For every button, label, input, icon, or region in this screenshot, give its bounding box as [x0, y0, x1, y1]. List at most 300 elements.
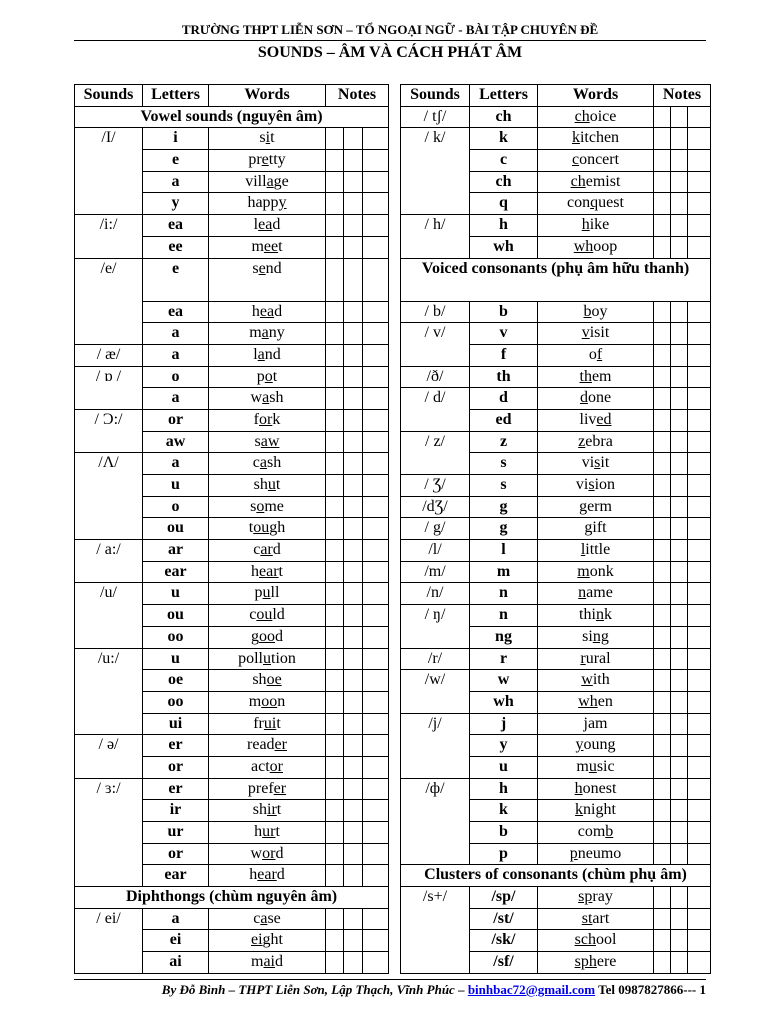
word-highlight: ed — [596, 410, 612, 428]
word-cell: monk — [538, 561, 654, 583]
word-cell: prefer — [209, 778, 326, 800]
letter-cell: ear — [143, 561, 209, 583]
note-cell — [688, 323, 711, 345]
word-highlight: h — [574, 779, 583, 797]
note-cell — [688, 106, 711, 128]
table-row — [401, 475, 711, 497]
table-row — [401, 561, 711, 583]
table-row — [75, 540, 389, 562]
note-cell — [344, 540, 363, 562]
note-cell — [688, 626, 711, 648]
word-cell: pollution — [209, 648, 326, 670]
note-cell — [688, 800, 711, 822]
note-cell — [671, 670, 688, 692]
note-cell — [326, 475, 344, 497]
word-highlight: r — [580, 649, 586, 667]
note-cell — [326, 171, 344, 193]
letter-cell: n — [470, 583, 538, 605]
note-cell — [344, 822, 363, 844]
note-cell — [688, 496, 711, 518]
note-cell — [326, 800, 344, 822]
table-row — [401, 518, 711, 540]
word-cell: lived — [538, 409, 654, 431]
sound-symbol: / d/ — [401, 388, 470, 431]
letter-cell: ei — [143, 930, 209, 952]
note-cell — [688, 366, 711, 388]
word-highlight: v — [581, 324, 590, 342]
table-row — [75, 409, 389, 431]
note-cell — [363, 540, 389, 562]
letter-cell: oe — [143, 670, 209, 692]
note-cell — [326, 496, 344, 518]
word-highlight: ch — [574, 107, 590, 125]
word-highlight: q — [590, 194, 599, 212]
word-cell: kitchen — [538, 128, 654, 150]
note-cell — [326, 583, 344, 605]
table-row — [75, 258, 389, 301]
note-cell — [326, 605, 344, 627]
note-cell — [654, 150, 671, 172]
note-cell — [326, 756, 344, 778]
word-cell: name — [538, 583, 654, 605]
sound-symbol: /l/ — [401, 540, 470, 562]
word-cell: them — [538, 366, 654, 388]
word-highlight: l — [580, 541, 586, 559]
table-row — [401, 128, 711, 150]
note-cell — [344, 258, 363, 301]
letter-cell: c — [470, 150, 538, 172]
note-cell — [671, 843, 688, 865]
word-cell: visit — [538, 323, 654, 345]
note-cell — [363, 171, 389, 193]
letter-cell: ea — [143, 215, 209, 237]
word-highlight: ir — [267, 801, 277, 819]
note-cell — [363, 822, 389, 844]
note-cell — [654, 301, 671, 323]
note-cell — [363, 648, 389, 670]
word-highlight: ou — [256, 606, 273, 624]
note-cell — [654, 323, 671, 345]
word-cell: head — [209, 301, 326, 323]
section-title: Clusters of consonants (chùm phụ âm) — [401, 865, 711, 887]
word-cell: young — [538, 735, 654, 757]
word-cell: word — [209, 843, 326, 865]
note-cell — [326, 843, 344, 865]
letter-cell: ui — [143, 713, 209, 735]
letter-cell: u — [143, 648, 209, 670]
word-highlight: ui — [263, 714, 277, 732]
sound-symbol: /Λ/ — [75, 453, 143, 540]
word-cell: shut — [209, 475, 326, 497]
word-cell: school — [538, 930, 654, 952]
word-cell: wash — [209, 388, 326, 410]
note-cell — [671, 822, 688, 844]
note-cell — [326, 453, 344, 475]
note-cell — [326, 150, 344, 172]
note-cell — [344, 496, 363, 518]
letter-cell: q — [470, 193, 538, 215]
note-cell — [671, 583, 688, 605]
word-highlight: u — [267, 476, 276, 493]
letter-cell: er — [143, 778, 209, 800]
note-cell — [688, 561, 711, 583]
word-highlight: er — [274, 736, 287, 754]
word-highlight: n — [578, 584, 587, 602]
section-title: Diphthongs (chùm nguyên âm) — [75, 887, 389, 909]
note-cell — [326, 952, 344, 974]
word-cell: sphere — [538, 952, 654, 974]
letter-cell: ng — [470, 626, 538, 648]
note-cell — [654, 561, 671, 583]
note-cell — [671, 409, 688, 431]
note-cell — [671, 887, 688, 909]
note-cell — [671, 735, 688, 757]
sound-symbol: /u/ — [75, 583, 143, 648]
letter-cell: u — [143, 475, 209, 497]
word-highlight: oo — [261, 692, 278, 710]
note-cell — [344, 930, 363, 952]
note-cell — [688, 605, 711, 627]
word-cell: pretty — [209, 150, 326, 172]
word-cell: conquest — [538, 193, 654, 215]
table-row — [401, 431, 711, 453]
note-cell — [688, 887, 711, 909]
sound-symbol: / h/ — [401, 215, 470, 258]
letter-cell: ou — [143, 605, 209, 627]
word-cell: hurt — [209, 822, 326, 844]
word-cell: honest — [538, 778, 654, 800]
note-cell — [688, 431, 711, 453]
word-cell: fork — [209, 409, 326, 431]
note-cell — [344, 128, 363, 150]
word-highlight: sch — [574, 931, 596, 949]
letter-cell: a — [143, 323, 209, 345]
col-sounds: Sounds — [401, 85, 470, 107]
table-row — [75, 128, 389, 150]
section-title: Voiced consonants (phụ âm hữu thanh) — [401, 258, 711, 301]
letter-cell: s — [470, 453, 538, 475]
note-cell — [363, 128, 389, 150]
note-cell — [688, 453, 711, 475]
section-title: Vowel sounds (nguyên âm) — [75, 106, 389, 128]
note-cell — [688, 518, 711, 540]
table-row — [401, 366, 711, 388]
word-highlight: th — [579, 367, 592, 385]
letter-cell: l — [470, 540, 538, 562]
word-cell: reader — [209, 735, 326, 757]
sound-symbol: / z/ — [401, 431, 470, 474]
note-cell — [326, 128, 344, 150]
note-cell — [363, 453, 389, 475]
word-cell: sit — [209, 128, 326, 150]
letter-cell: k — [470, 128, 538, 150]
letter-cell: y — [470, 735, 538, 757]
note-cell — [344, 453, 363, 475]
table-row — [401, 496, 711, 518]
word-highlight: n — [595, 606, 604, 624]
sound-symbol: /u:/ — [75, 648, 143, 735]
note-cell — [363, 301, 389, 323]
note-cell — [363, 561, 389, 583]
note-cell — [688, 691, 711, 713]
header-rule — [74, 40, 706, 41]
word-highlight: ear — [259, 562, 279, 580]
word-highlight: k — [571, 129, 580, 147]
note-cell — [671, 626, 688, 648]
letter-cell: wh — [470, 691, 538, 713]
letter-cell: a — [143, 453, 209, 475]
note-cell — [363, 475, 389, 497]
note-cell — [344, 171, 363, 193]
note-cell — [671, 648, 688, 670]
note-cell — [654, 431, 671, 453]
note-cell — [654, 843, 671, 865]
letter-cell: ear — [143, 865, 209, 887]
note-cell — [326, 778, 344, 800]
table-row — [401, 583, 711, 605]
table-row — [75, 908, 389, 930]
note-cell — [326, 713, 344, 735]
note-cell — [671, 952, 688, 974]
note-cell — [654, 605, 671, 627]
note-cell — [344, 605, 363, 627]
letter-cell: ir — [143, 800, 209, 822]
letter-cell: ur — [143, 822, 209, 844]
note-cell — [688, 843, 711, 865]
note-cell — [671, 496, 688, 518]
footer-email-link[interactable]: binhbac72@gmail.com — [467, 982, 596, 997]
note-cell — [326, 626, 344, 648]
letter-cell: wh — [470, 236, 538, 258]
letter-cell: s — [470, 475, 538, 497]
note-cell — [344, 843, 363, 865]
note-cell — [326, 518, 344, 540]
note-cell — [671, 388, 688, 410]
note-cell — [688, 670, 711, 692]
letter-cell: oo — [143, 626, 209, 648]
note-cell — [654, 800, 671, 822]
note-cell — [654, 409, 671, 431]
table-row — [401, 388, 711, 410]
note-cell — [654, 756, 671, 778]
note-cell — [671, 431, 688, 453]
note-cell — [344, 301, 363, 323]
word-cell: of — [538, 344, 654, 366]
sound-symbol: /ð/ — [401, 366, 470, 388]
page-footer — [74, 982, 706, 998]
word-cell: cash — [209, 453, 326, 475]
sound-symbol: /dƷ/ — [401, 496, 470, 518]
letter-cell: th — [470, 366, 538, 388]
note-cell — [326, 409, 344, 431]
letter-cell: a — [143, 344, 209, 366]
note-cell — [326, 366, 344, 388]
table-row — [75, 344, 389, 366]
table-row — [401, 106, 711, 128]
letter-cell: d — [470, 388, 538, 410]
note-cell — [363, 323, 389, 345]
column-header-row — [75, 85, 389, 107]
letter-cell: er — [143, 735, 209, 757]
note-cell — [326, 301, 344, 323]
word-cell: shirt — [209, 800, 326, 822]
note-cell — [326, 865, 344, 887]
col-sounds: Sounds — [75, 85, 143, 107]
note-cell — [326, 388, 344, 410]
note-cell — [671, 518, 688, 540]
word-highlight: a — [266, 172, 274, 190]
sound-symbol: / ə/ — [75, 735, 143, 778]
col-words: Words — [209, 85, 326, 107]
note-cell — [654, 518, 671, 540]
word-cell: with — [538, 670, 654, 692]
note-cell — [654, 171, 671, 193]
letter-cell: w — [470, 670, 538, 692]
note-cell — [326, 344, 344, 366]
note-cell — [344, 344, 363, 366]
sound-symbol: /s+/ — [401, 887, 470, 974]
note-cell — [344, 800, 363, 822]
word-highlight: j — [583, 714, 588, 732]
word-highlight: ee — [263, 237, 279, 255]
sound-symbol: / v/ — [401, 323, 470, 366]
letter-cell: n — [470, 605, 538, 627]
note-cell — [363, 344, 389, 366]
note-cell — [344, 648, 363, 670]
note-cell — [344, 735, 363, 757]
word-cell: whoop — [538, 236, 654, 258]
note-cell — [326, 193, 344, 215]
table-row — [401, 887, 711, 909]
note-cell — [671, 171, 688, 193]
letter-cell: g — [470, 518, 538, 540]
note-cell — [654, 952, 671, 974]
word-highlight: sph — [574, 953, 597, 971]
note-cell — [344, 193, 363, 215]
word-highlight: ng — [592, 627, 609, 645]
word-highlight: ai — [263, 953, 275, 971]
word-highlight: or — [262, 844, 276, 862]
table-row — [75, 735, 389, 757]
word-cell: moon — [209, 691, 326, 713]
note-cell — [654, 236, 671, 258]
note-cell — [363, 952, 389, 974]
note-cell — [671, 561, 688, 583]
letter-cell: /sp/ — [470, 887, 538, 909]
note-cell — [344, 670, 363, 692]
note-cell — [326, 648, 344, 670]
letter-cell: j — [470, 713, 538, 735]
note-cell — [688, 713, 711, 735]
col-words: Words — [538, 85, 654, 107]
note-cell — [344, 388, 363, 410]
note-cell — [363, 236, 389, 258]
note-cell — [654, 344, 671, 366]
word-cell: pot — [209, 366, 326, 388]
word-cell: actor — [209, 756, 326, 778]
note-cell — [654, 496, 671, 518]
sound-symbol: / ŋ/ — [401, 605, 470, 648]
word-cell: tough — [209, 518, 326, 540]
note-cell — [671, 150, 688, 172]
sound-symbol: /w/ — [401, 670, 470, 713]
note-cell — [326, 822, 344, 844]
word-highlight: o — [264, 367, 273, 385]
note-cell — [654, 670, 671, 692]
note-cell — [344, 215, 363, 237]
note-cell — [344, 475, 363, 497]
note-cell — [654, 540, 671, 562]
note-cell — [363, 193, 389, 215]
letter-cell: ai — [143, 952, 209, 974]
word-cell: shoe — [209, 670, 326, 692]
sound-symbol: / b/ — [401, 301, 470, 323]
word-highlight: oo — [259, 627, 275, 645]
letter-cell: /sf/ — [470, 952, 538, 974]
word-highlight: b — [583, 302, 592, 320]
note-cell — [326, 236, 344, 258]
note-cell — [344, 561, 363, 583]
note-cell — [326, 258, 344, 301]
word-highlight: ea — [259, 302, 275, 320]
word-cell: vision — [538, 475, 654, 497]
letter-cell: ea — [143, 301, 209, 323]
word-highlight: z — [578, 432, 586, 450]
note-cell — [671, 453, 688, 475]
word-cell: knight — [538, 800, 654, 822]
sound-symbol: /j/ — [401, 713, 470, 778]
word-highlight: ou — [253, 519, 270, 537]
word-cell: rural — [538, 648, 654, 670]
note-cell — [363, 670, 389, 692]
letter-cell: b — [470, 301, 538, 323]
page-header: TRƯỜNG THPT LIỄN SƠN – TỔ NGOẠI NGỮ - BÀI TẬP CHUYÊN ĐỀ — [181, 22, 599, 37]
letter-cell: r — [470, 648, 538, 670]
note-cell — [344, 323, 363, 345]
word-cell: pull — [209, 583, 326, 605]
table-row — [75, 453, 389, 475]
note-cell — [688, 344, 711, 366]
note-cell — [671, 756, 688, 778]
word-highlight: e — [258, 259, 266, 277]
letter-cell: g — [470, 496, 538, 518]
note-cell — [363, 518, 389, 540]
note-cell — [363, 756, 389, 778]
note-cell — [326, 908, 344, 930]
word-highlight: y — [278, 194, 287, 212]
word-cell: eight — [209, 930, 326, 952]
word-cell: fruit — [209, 713, 326, 735]
word-cell: jam — [538, 713, 654, 735]
word-highlight: k — [575, 801, 584, 819]
word-cell: heard — [209, 865, 326, 887]
note-cell — [671, 800, 688, 822]
note-cell — [363, 626, 389, 648]
letter-cell: ee — [143, 236, 209, 258]
word-highlight: u — [588, 757, 597, 775]
note-cell — [671, 301, 688, 323]
note-cell — [688, 822, 711, 844]
letter-cell: i — [143, 128, 209, 150]
letter-cell: or — [143, 409, 209, 431]
word-cell: music — [538, 756, 654, 778]
word-highlight: g — [584, 519, 593, 537]
word-cell: concert — [538, 150, 654, 172]
sound-symbol: /n/ — [401, 583, 470, 605]
table-row — [75, 583, 389, 605]
word-cell: pneumo — [538, 843, 654, 865]
word-cell: good — [209, 626, 326, 648]
